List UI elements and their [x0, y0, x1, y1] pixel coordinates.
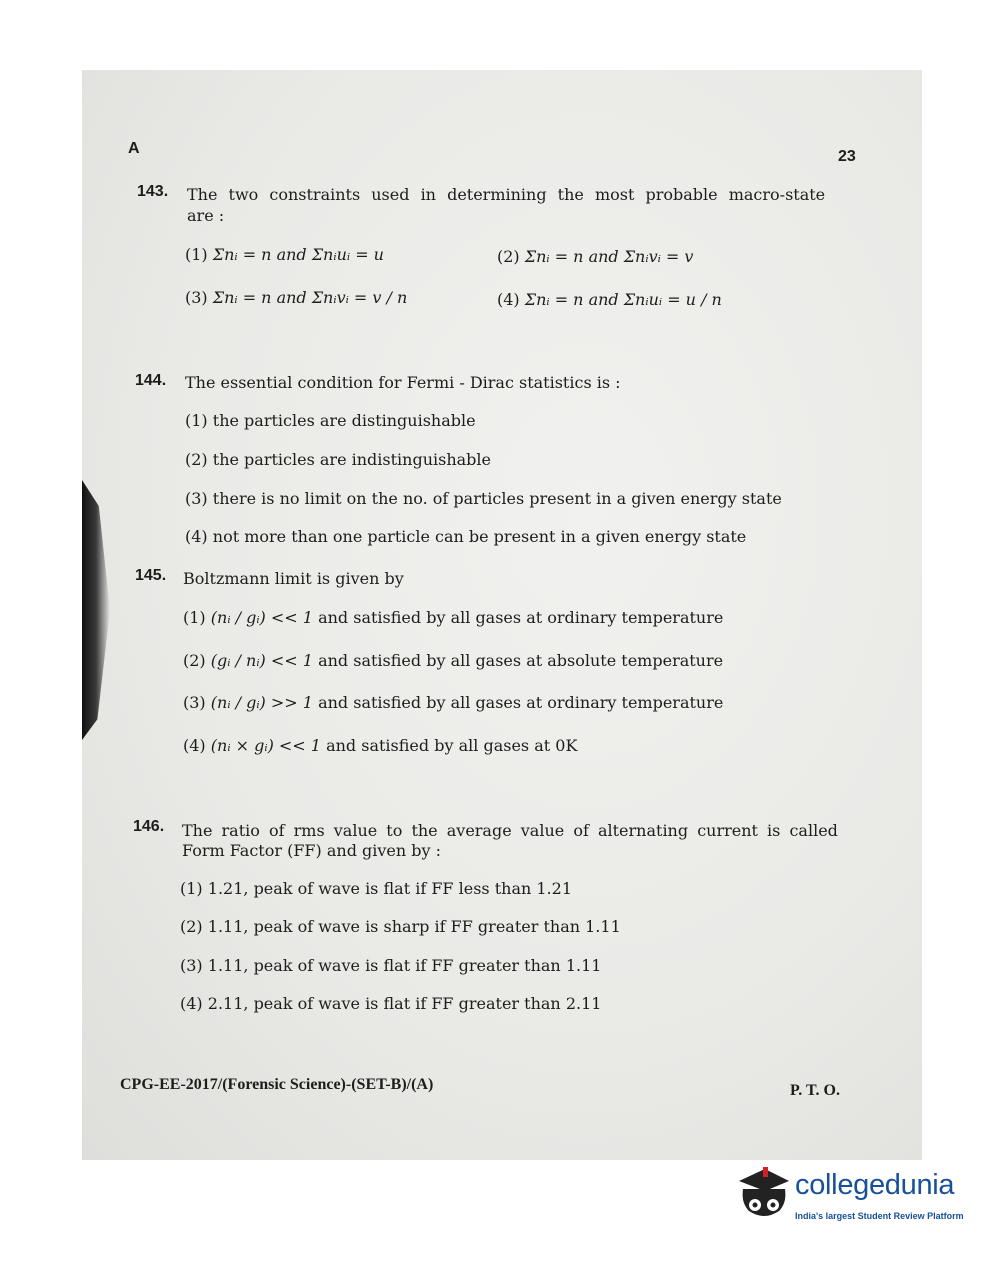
question-143-text: The two constraints used in determining the most probable macro-state	[187, 185, 826, 204]
option-label: (3)	[183, 693, 206, 712]
question-144-text: The essential condition for Fermi - Dirac statistics is :	[185, 373, 621, 392]
option-label: (2)	[185, 450, 208, 469]
option-text: the particles are distinguishable	[212, 411, 476, 430]
question-146-number: 146.	[133, 818, 165, 835]
option-label: (1)	[185, 245, 208, 264]
option-label: (4)	[183, 736, 206, 755]
option-label: (4)	[497, 290, 520, 309]
collegedunia-tagline: India's largest Student Review Platform	[795, 1211, 964, 1221]
option-text: the particles are indistinguishable	[212, 450, 492, 469]
option-text: not more than one particle can be present in a given energy state	[212, 527, 747, 546]
option-label: (1)	[185, 411, 208, 430]
question-144-option-4	[185, 527, 746, 546]
option-text: and satisfied by all gases at 0K	[326, 736, 578, 755]
option-label: (3)	[180, 956, 203, 975]
option-text: 2.11, peak of wave is flat if FF greater than 2.11	[207, 994, 602, 1013]
question-144-option-1	[185, 411, 476, 430]
option-text: 1.11, peak of wave is flat if FF greater than 1.11	[207, 956, 602, 975]
question-146-option-3	[180, 956, 601, 975]
option-label: (4)	[180, 994, 203, 1013]
option-label: (3)	[185, 489, 208, 508]
question-146-option-1	[180, 879, 572, 898]
question-145-option-4	[183, 736, 577, 755]
option-text: 1.21, peak of wave is flat if FF less than 1.21	[207, 879, 572, 898]
question-144-option-3	[185, 489, 782, 508]
page-number: 23	[838, 148, 856, 165]
collegedunia-watermark	[735, 1163, 965, 1233]
exam-code-footer: CPG-EE-2017/(Forensic Science)-(SET-B)/(A)	[120, 1076, 434, 1093]
question-146-text-cont: Form Factor (FF) and given by :	[182, 841, 442, 860]
question-143-option-4	[497, 290, 722, 309]
option-text: Σnᵢ = n and Σnᵢvᵢ = v	[524, 247, 694, 266]
question-143-text-cont: are :	[187, 206, 225, 225]
option-text: there is no limit on the no. of particles present in a given energy state	[212, 489, 782, 508]
option-text: Σnᵢ = n and Σnᵢuᵢ = u / n	[524, 290, 722, 309]
option-text: Σnᵢ = n and Σnᵢvᵢ = v / n	[212, 288, 408, 307]
option-label: (2)	[183, 651, 206, 670]
question-145-text: Boltzmann limit is given by	[183, 569, 404, 588]
option-text: Σnᵢ = n and Σnᵢuᵢ = u	[212, 245, 384, 264]
question-144-option-2	[185, 450, 491, 469]
option-label: (2)	[180, 917, 203, 936]
question-145-number: 145.	[135, 567, 167, 584]
option-label: (2)	[497, 247, 520, 266]
option-math: (nᵢ / gᵢ) << 1	[210, 608, 313, 627]
question-145-option-1	[183, 608, 723, 627]
question-146-option-2	[180, 917, 621, 936]
question-146-option-4	[180, 994, 601, 1013]
question-145-option-3	[183, 693, 723, 712]
option-text: 1.11, peak of wave is sharp if FF greater than 1.11	[207, 917, 621, 936]
option-label: (1)	[180, 879, 203, 898]
question-143-option-2	[497, 247, 693, 266]
set-letter: A	[128, 140, 140, 157]
question-146-text: The ratio of rms value to the average value of alternating current is called	[182, 821, 838, 840]
question-143-number: 143.	[137, 183, 169, 200]
option-label: (1)	[183, 608, 206, 627]
collegedunia-wordmark: collegedunia	[795, 1169, 955, 1201]
question-145-option-2	[183, 651, 723, 670]
option-math: (nᵢ / gᵢ) >> 1	[210, 693, 313, 712]
question-144-number: 144.	[135, 372, 167, 389]
option-label: (4)	[185, 527, 208, 546]
option-math: (nᵢ × gᵢ) << 1	[210, 736, 321, 755]
option-text: and satisfied by all gases at absolute temperature	[318, 651, 724, 670]
option-text: and satisfied by all gases at ordinary temperature	[318, 608, 724, 627]
option-text: and satisfied by all gases at ordinary temperature	[318, 693, 724, 712]
please-turn-over: P. T. O.	[790, 1082, 840, 1099]
question-143-option-1	[185, 245, 384, 264]
question-143-option-3	[185, 288, 407, 307]
option-math: (gᵢ / nᵢ) << 1	[210, 651, 313, 670]
collegedunia-logo-icon	[735, 1163, 793, 1223]
option-label: (3)	[185, 288, 208, 307]
